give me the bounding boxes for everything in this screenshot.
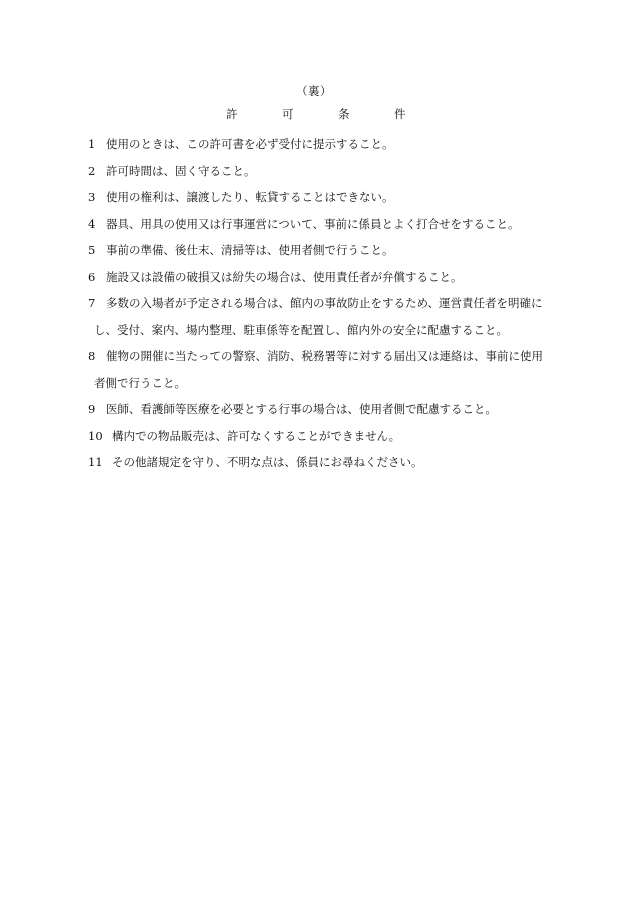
condition-number: 2	[88, 163, 96, 178]
condition-item	[88, 396, 558, 423]
condition-number: 9	[88, 402, 96, 416]
condition-item	[88, 211, 558, 238]
condition-text: 医師、看護師等医療を必要とする行事の場合は、使用者側で配慮すること。	[106, 402, 497, 416]
condition-text: 許可時間は、固く守ること。	[106, 163, 256, 178]
condition-number: 11	[88, 455, 103, 469]
condition-text: 施設又は設備の破損又は紛失の場合は、使用責任者が弁償すること。	[106, 269, 463, 284]
title-char: 許	[226, 107, 238, 121]
condition-item	[88, 290, 558, 343]
condition-number: 7	[88, 296, 96, 310]
condition-item	[88, 158, 558, 185]
condition-text: その他諸規定を守り、不明な点は、係員にお尋ねください。	[112, 455, 423, 469]
condition-text: 使用のときは、この許可書を必ず受付に提示すること。	[106, 137, 394, 151]
condition-number: 3	[88, 190, 96, 204]
title-char: 件	[394, 107, 406, 121]
condition-number: 1	[88, 137, 96, 151]
condition-text-continued: 者側で行うこと。	[94, 375, 186, 390]
page-title	[226, 106, 406, 122]
condition-text: 多数の入場者が予定される場合は、館内の事故防止をするため、運営責任者を明確に	[106, 296, 543, 310]
condition-item	[88, 131, 558, 158]
condition-text: 器具、用具の使用又は行事運営について、事前に係員とよく打合せをすること。	[106, 216, 520, 231]
condition-item	[88, 237, 558, 264]
condition-number: 10	[88, 428, 103, 443]
condition-text: 構内での物品販売は、許可なくすることができません。	[112, 428, 401, 443]
side-label: （裏）	[296, 84, 332, 98]
condition-item	[88, 423, 558, 450]
condition-number: 5	[88, 243, 96, 257]
conditions-list	[88, 131, 558, 476]
condition-item	[88, 264, 558, 291]
condition-number: 8	[88, 349, 96, 363]
title-char: 条	[338, 107, 350, 121]
condition-text: 使用の権利は、譲渡したり、転貸することはできない。	[106, 190, 394, 204]
condition-number: 4	[88, 216, 96, 231]
condition-number: 6	[88, 269, 96, 284]
condition-text: 催物の開催に当たっての警察、消防、税務署等に対する届出又は連絡は、事前に使用	[106, 349, 543, 363]
condition-item	[88, 184, 558, 211]
condition-text: 事前の準備、後仕末、清掃等は、使用者側で行うこと。	[106, 243, 394, 257]
condition-item	[88, 449, 558, 476]
condition-item	[88, 343, 558, 396]
title-char: 可	[282, 107, 294, 121]
condition-text-continued: し、受付、案内、場内整理、駐車係等を配置し、館内外の安全に配慮すること。	[94, 322, 508, 337]
